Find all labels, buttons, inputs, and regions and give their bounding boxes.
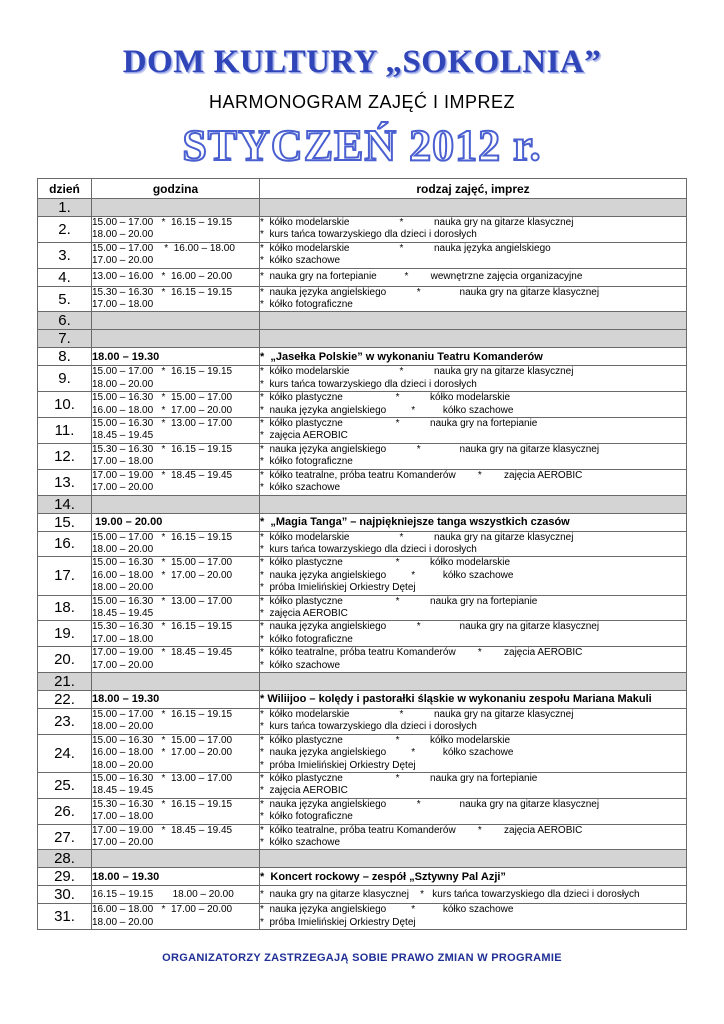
table-row <box>38 647 687 673</box>
day-cell: 19. <box>38 621 92 647</box>
day-cell: 20. <box>38 647 92 673</box>
day-cell: 15. <box>38 513 92 531</box>
hours-line: 15.00 – 16.30 * 15.00 – 17.00 <box>92 557 233 569</box>
activities-cell <box>260 443 687 469</box>
activities-cell <box>260 286 687 312</box>
day-cell: 1. <box>38 199 92 217</box>
activity-line: * kółko szachowe <box>260 659 341 671</box>
day-cell: 30. <box>38 886 92 904</box>
day-cell: 22. <box>38 690 92 708</box>
hours-line: 15.00 – 17.00 * 16.15 – 19.15 <box>92 366 233 378</box>
activity-line: * nauka języka angielskiego * kółko szachowe <box>260 404 514 416</box>
activities-cell <box>260 348 687 366</box>
activity-line: * kółko fotograficzne <box>260 811 353 823</box>
table-row <box>38 348 687 366</box>
hours-cell <box>92 199 260 217</box>
table-row <box>38 773 687 799</box>
hours-line: 17.00 – 20.00 <box>92 482 154 494</box>
hours-line: 15.00 – 16.30 * 15.00 – 17.00 <box>92 392 233 404</box>
activity-line: * nauka języka angielskiego * nauka gry na gitarze klasycznej <box>260 798 600 810</box>
activities-cell <box>260 418 687 444</box>
hours-cell <box>92 392 260 418</box>
activities-cell <box>260 672 687 690</box>
hours-line: 16.00 – 18.00 * 17.00 – 20.00 <box>92 747 233 759</box>
day-cell: 17. <box>38 557 92 595</box>
activities-cell <box>260 268 687 286</box>
hours-cell <box>92 366 260 392</box>
day-cell: 23. <box>38 708 92 734</box>
activity-line: * kółko fotograficzne <box>260 299 353 311</box>
hours-line: 15.30 – 16.30 * 16.15 – 19.15 <box>92 443 233 455</box>
activity-line: * kółko plastyczne * nauka gry na fortepianie <box>260 773 538 784</box>
activities-cell <box>260 495 687 513</box>
table-row <box>38 330 687 348</box>
day-cell: 26. <box>38 798 92 824</box>
hours-line: 19.00 – 20.00 <box>92 515 163 528</box>
table-row <box>38 513 687 531</box>
hours-line: 15.00 – 16.30 * 13.00 – 17.00 <box>92 418 233 430</box>
activity-line: * kółko modelarskie * nauka gry na gitarze klasycznej <box>260 217 574 228</box>
activities-cell <box>260 513 687 531</box>
day-cell: 6. <box>38 312 92 330</box>
hours-cell <box>92 824 260 850</box>
activities-cell <box>260 392 687 418</box>
hours-line: 18.00 – 20.00 <box>92 721 154 733</box>
table-row <box>38 557 687 595</box>
activity-line: * kółko modelarskie * nauka gry na gitarze klasycznej <box>260 708 574 720</box>
activity-line: * zajęcia AEROBIC <box>260 430 348 442</box>
activity-line: * kółko plastyczne * nauka gry na fortepianie <box>260 595 538 607</box>
activity-line: * kółko fotograficzne <box>260 633 353 645</box>
activities-cell <box>260 850 687 868</box>
activity-line: * kurs tańca towarzyskiego dla dzieci i dorosłych <box>260 543 477 555</box>
activities-cell <box>260 595 687 621</box>
day-cell: 18. <box>38 595 92 621</box>
activity-line: * nauka języka angielskiego * kółko szachowe <box>260 569 514 581</box>
hours-line: 13.00 – 16.00 * 16.00 – 20.00 <box>92 270 233 282</box>
activity-line: * nauka języka angielskiego * nauka gry na gitarze klasycznej <box>260 286 600 298</box>
hours-line: 17.00 – 18.00 <box>92 456 154 468</box>
activity-line: * kółko modelarskie * nauka gry na gitarze klasycznej <box>260 531 574 543</box>
table-row <box>38 690 687 708</box>
hours-line: 15.00 – 17.00 * 16.15 – 19.15 <box>92 217 233 228</box>
column-header-day: dzień <box>38 179 92 199</box>
table-row <box>38 392 687 418</box>
activity-line: * nauka języka angielskiego * nauka gry na gitarze klasycznej <box>260 621 600 633</box>
hours-cell <box>92 773 260 799</box>
activities-cell <box>260 366 687 392</box>
activity-line: * kółko plastyczne * kółko modelarskie <box>260 734 511 746</box>
day-cell: 5. <box>38 286 92 312</box>
activity-line: * kółko fotograficzne <box>260 456 353 468</box>
table-row <box>38 199 687 217</box>
hours-cell <box>92 268 260 286</box>
activities-cell <box>260 773 687 799</box>
schedule-table <box>37 178 687 930</box>
activity-line: * kurs tańca towarzyskiego dla dzieci i dorosłych <box>260 721 477 733</box>
activities-cell <box>260 708 687 734</box>
hours-line: 16.00 – 18.00 * 17.00 – 20.00 <box>92 569 233 581</box>
activity-line: * kółko plastyczne * nauka gry na fortepianie <box>260 418 538 430</box>
activity-line: * kółko teatralne, próba teatru Komanderów * zajęcia AEROBIC <box>260 647 583 659</box>
table-row <box>38 366 687 392</box>
hours-cell <box>92 850 260 868</box>
table-row <box>38 286 687 312</box>
hours-cell <box>92 348 260 366</box>
column-header-activities: rodzaj zajęć, imprez <box>260 179 687 199</box>
activity-line: * kółko teatralne, próba teatru Komanderów * zajęcia AEROBIC <box>260 469 583 481</box>
activity-line: * Koncert rockowy – zespół „Sztywny Pal Azji” <box>260 870 506 883</box>
hours-line: 16.00 – 18.00 * 17.00 – 20.00 <box>92 404 233 416</box>
hours-cell <box>92 690 260 708</box>
hours-line: 15.00 – 17.00 * 16.15 – 19.15 <box>92 531 233 543</box>
hours-cell <box>92 443 260 469</box>
activities-cell <box>260 469 687 495</box>
day-cell: 29. <box>38 868 92 886</box>
table-row <box>38 443 687 469</box>
activity-line: * próba Imielińskiej Orkiestry Dętej <box>260 916 416 928</box>
hours-line: 18.00 – 20.00 <box>92 543 154 555</box>
hours-line: 18.00 – 20.00 <box>92 229 154 241</box>
table-row <box>38 242 687 268</box>
hours-cell <box>92 798 260 824</box>
table-header-row <box>38 179 687 199</box>
day-cell: 8. <box>38 348 92 366</box>
hours-line: 18.00 – 20.00 <box>92 759 154 771</box>
footer-note: ORGANIZATORZY ZASTRZEGAJĄ SOBIE PRAWO ZMIAN W PROGRAMIE <box>162 952 562 964</box>
table-row <box>38 904 687 930</box>
table-row <box>38 708 687 734</box>
hours-line: 17.00 – 19.00 * 18.45 – 19.45 <box>92 824 233 836</box>
activity-line: * „Jasełka Polskie” w wykonaniu Teatru Komanderów <box>260 350 543 363</box>
hours-cell <box>92 904 260 930</box>
table-row <box>38 621 687 647</box>
hours-line: 18.00 – 19.30 <box>92 693 160 706</box>
activity-line: * kółko modelarskie * nauka języka angielskiego <box>260 242 551 254</box>
day-cell: 10. <box>38 392 92 418</box>
activities-cell <box>260 330 687 348</box>
hours-cell <box>92 595 260 621</box>
day-cell: 12. <box>38 443 92 469</box>
activity-line: * „Magia Tanga” – najpiękniejsze tanga wszystkich czasów <box>260 515 570 528</box>
activities-cell <box>260 904 687 930</box>
hours-cell <box>92 868 260 886</box>
activity-line: * kółko teatralne, próba teatru Komanderów * zajęcia AEROBIC <box>260 824 583 836</box>
hours-cell <box>92 513 260 531</box>
hours-line: 18.00 – 20.00 <box>92 916 154 928</box>
column-header-hours: godzina <box>92 179 260 199</box>
activities-cell <box>260 242 687 268</box>
page-subtitle: HARMONOGRAM ZAJĘĆ I IMPREZ <box>208 92 515 112</box>
activities-cell <box>260 647 687 673</box>
hours-cell <box>92 217 260 243</box>
activities-cell <box>260 734 687 772</box>
activities-cell <box>260 824 687 850</box>
hours-cell <box>92 886 260 904</box>
hours-line: 18.45 – 19.45 <box>92 430 154 442</box>
activity-line: * kółko szachowe <box>260 255 341 267</box>
hours-line: 15.00 – 17.00 * 16.00 – 18.00 <box>92 242 235 254</box>
hours-line: 18.00 – 19.30 <box>92 870 160 883</box>
hours-line: 17.00 – 18.00 <box>92 299 154 311</box>
hours-cell <box>92 418 260 444</box>
hours-line: 18.45 – 19.45 <box>92 607 154 619</box>
activity-line: * zajęcia AEROBIC <box>260 785 348 797</box>
table-row <box>38 595 687 621</box>
day-cell: 24. <box>38 734 92 772</box>
activities-cell <box>260 886 687 904</box>
activity-line: * Wiliijoo – kolędy i pastorałki śląskie w wykonaniu zespołu Mariana Makuli <box>260 693 652 706</box>
day-cell: 2. <box>38 217 92 243</box>
hours-cell <box>92 495 260 513</box>
hours-cell <box>92 734 260 772</box>
day-cell: 11. <box>38 418 92 444</box>
activity-line: * kurs tańca towarzyskiego dla dzieci i dorosłych <box>260 378 477 390</box>
hours-line: 15.00 – 16.30 * 15.00 – 17.00 <box>92 734 233 746</box>
day-cell: 31. <box>38 904 92 930</box>
hours-line: 17.00 – 19.00 * 18.45 – 19.45 <box>92 647 233 659</box>
activities-cell <box>260 798 687 824</box>
hours-line: 18.00 – 19.30 <box>92 350 160 363</box>
day-cell: 25. <box>38 773 92 799</box>
table-row <box>38 798 687 824</box>
activity-line: * nauka języka angielskiego * kółko szachowe <box>260 747 514 759</box>
day-cell: 14. <box>38 495 92 513</box>
activities-cell <box>260 531 687 557</box>
hours-line: 15.30 – 16.30 * 16.15 – 19.15 <box>92 286 233 298</box>
activity-line: * nauka gry na fortepianie * wewnętrzne zajęcia organizacyjne <box>260 270 583 282</box>
activities-cell <box>260 217 687 243</box>
day-cell: 16. <box>38 531 92 557</box>
hours-line: 18.00 – 20.00 <box>92 378 154 390</box>
day-cell: 28. <box>38 850 92 868</box>
activity-line: * zajęcia AEROBIC <box>260 607 348 619</box>
hours-line: 15.00 – 16.30 * 13.00 – 17.00 <box>92 595 233 607</box>
hours-line: 15.00 – 16.30 * 13.00 – 17.00 <box>92 773 233 784</box>
day-cell: 4. <box>38 268 92 286</box>
activity-line: * kurs tańca towarzyskiego dla dzieci i dorosłych <box>260 229 477 241</box>
activities-cell <box>260 312 687 330</box>
activity-line: * nauka gry na gitarze klasycznej * kurs tańca towarzyskiego dla dzieci i dorosłych <box>260 888 640 900</box>
table-row <box>38 850 687 868</box>
hours-cell <box>92 312 260 330</box>
hours-line: 17.00 – 19.00 * 18.45 – 19.45 <box>92 469 233 481</box>
hours-cell <box>92 286 260 312</box>
month-heading: STYCZEŃ 2012 r. <box>182 121 542 170</box>
day-cell: 9. <box>38 366 92 392</box>
table-row <box>38 824 687 850</box>
hours-cell <box>92 330 260 348</box>
activities-cell <box>260 621 687 647</box>
activities-cell <box>260 557 687 595</box>
hours-line: 16.15 – 19.15 18.00 – 20.00 <box>92 888 234 900</box>
activity-line: * nauka języka angielskiego * kółko szachowe <box>260 904 514 916</box>
table-row <box>38 734 687 772</box>
hours-cell <box>92 708 260 734</box>
table-row <box>38 268 687 286</box>
day-cell: 13. <box>38 469 92 495</box>
hours-line: 17.00 – 20.00 <box>92 837 154 849</box>
activity-line: * nauka języka angielskiego * nauka gry na gitarze klasycznej <box>260 443 600 455</box>
page-title: DOM KULTURY „SOKOLNIA” <box>122 44 602 80</box>
activities-cell <box>260 690 687 708</box>
hours-line: 17.00 – 18.00 <box>92 633 154 645</box>
day-cell: 27. <box>38 824 92 850</box>
hours-cell <box>92 469 260 495</box>
table-row <box>38 672 687 690</box>
hours-line: 18.45 – 19.45 <box>92 785 154 797</box>
table-row <box>38 495 687 513</box>
day-cell: 7. <box>38 330 92 348</box>
hours-cell <box>92 621 260 647</box>
hours-cell <box>92 242 260 268</box>
hours-line: 17.00 – 18.00 <box>92 811 154 823</box>
day-cell: 3. <box>38 242 92 268</box>
activity-line: * próba Imielińskiej Orkiestry Dętej <box>260 759 416 771</box>
table-row <box>38 886 687 904</box>
table-row <box>38 531 687 557</box>
activity-line: * kółko plastyczne * kółko modelarskie <box>260 392 511 404</box>
table-row <box>38 469 687 495</box>
activity-line: * kółko plastyczne * kółko modelarskie <box>260 557 511 569</box>
hours-line: 15.30 – 16.30 * 16.15 – 19.15 <box>92 621 233 633</box>
table-row <box>38 217 687 243</box>
activity-line: * kółko szachowe <box>260 837 341 849</box>
hours-line: 18.00 – 20.00 <box>92 582 154 594</box>
schedule-body <box>38 199 687 930</box>
activity-line: * próba Imielińskiej Orkiestry Dętej <box>260 582 416 594</box>
hours-cell <box>92 672 260 690</box>
table-row <box>38 868 687 886</box>
hours-line: 17.00 – 20.00 <box>92 255 154 267</box>
activities-cell <box>260 199 687 217</box>
activity-line: * kółko modelarskie * nauka gry na gitarze klasycznej <box>260 366 574 378</box>
hours-line: 16.00 – 18.00 * 17.00 – 20.00 <box>92 904 233 916</box>
table-row <box>38 418 687 444</box>
activities-cell <box>260 868 687 886</box>
hours-cell <box>92 557 260 595</box>
table-row <box>38 312 687 330</box>
day-cell: 21. <box>38 672 92 690</box>
hours-line: 15.00 – 17.00 * 16.15 – 19.15 <box>92 708 233 720</box>
hours-line: 17.00 – 20.00 <box>92 659 154 671</box>
hours-cell <box>92 531 260 557</box>
hours-cell <box>92 647 260 673</box>
activity-line: * kółko szachowe <box>260 482 341 494</box>
hours-line: 15.30 – 16.30 * 16.15 – 19.15 <box>92 798 233 810</box>
